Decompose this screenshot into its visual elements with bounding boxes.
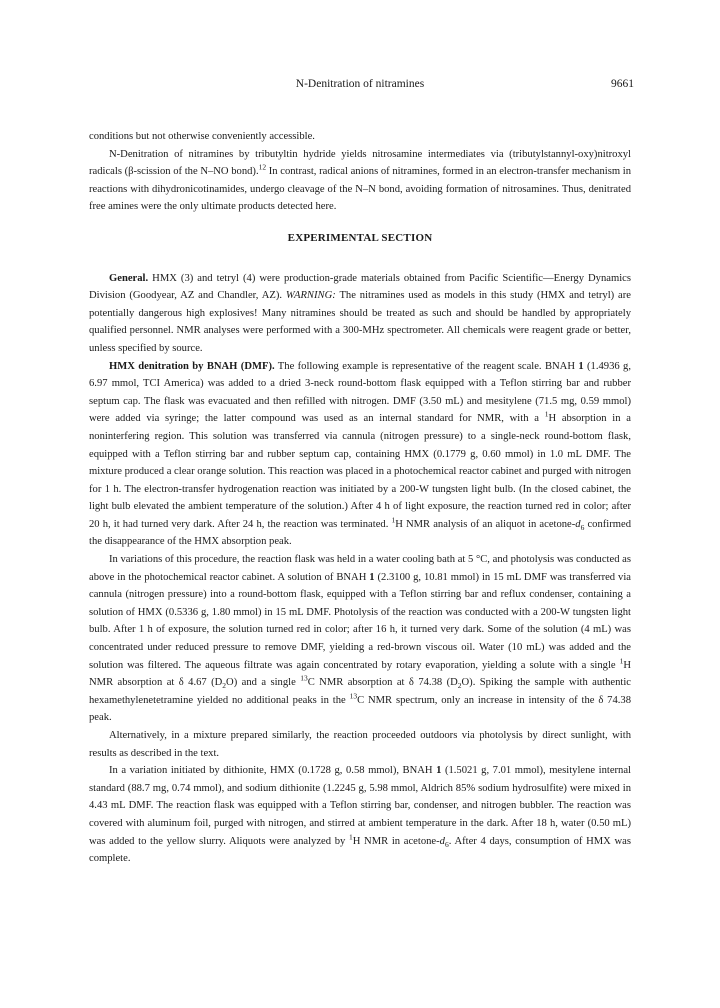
paragraph-dithionite: In a variation initiated by dithionite, HMX (0.1728 g, 0.58 mmol), BNAH 1 (1.5021 g, 7.01 mmol), mesitylene internal standard (88.7 mg, 0.74 mmol), and sodium dithionite (1.2245 g, 5.98 mmol, Aldrich 85% sodium hydrosulfite) were mixed in 4.43 mL DMF. The reaction flask was equipped with a Teflon stirring bar, condenser, and nitrogen bubbler. The reaction was covered with aluminum foil, purged with nitrogen, and stirred at ambient temperature in the dark. After 18 h, water (0.50 mL) was added to the yellow slurry. Aliquots were analyzed by $^1$H NMR in acetone-$d_6$. After 4 days, consumption of HMX was complete. — [89, 765, 631, 865]
warning-label: WARNING: — [285, 290, 336, 302]
running-title: N-Denitration of nitramines — [295, 78, 425, 90]
run-in-heading-general: General. — [109, 272, 149, 284]
compound-number: 1 — [369, 571, 375, 583]
paragraph-mechanism: N-Denitration of nitramines by tributyltin hydride yields nitrosamine intermediates via (tributylstannyl-oxy)nitroxyl radicals (β-scission of the N–NO bond).$^{12}$ In contrast, radical anions of nitramines, formed in an electron-transfer mechanism in reactions with dihydronicotinamides, undergo cleavage of the N–N bond, avoiding formation of nitrosamines. Thus, denitrated free amines were the only ultimate products detected here. — [89, 148, 631, 213]
compound-number: 1 — [436, 765, 442, 777]
section-heading: EXPERIMENTAL SECTION — [287, 231, 433, 244]
paragraph-hmx-denitration: HMX denitration by BNAH (DMF). The following example is representative of the reagent scale. BNAH 1 (1.4936 g, 6.97 mmol, TCI America) was added to a dried 3-neck round-bottom flask equipped with a Teflon stirring bar and rubber septum cap. The flask was evacuated and then refilled with nitrogen. DMF (3.50 mL) and mesitylene (71.5 mg, 0.59 mmol) were added via syringe; the latter compound was used as an internal standard for NMR, with a $^1$H absorption in a noninterfering region. This solution was transferred via cannula (nitrogen pressure) to a single-neck round-bottom flask, equipped with a Teflon stirring bar and rubber septum cap, containing HMX (0.1779 g, 0.60 mmol) in 1.0 mL DMF. The mixture produced a clear orange solution. This reaction was placed in a photochemical reactor cabinet and purged with nitrogen for 1 h. The electron-transfer hydrogenation reaction was initiated by a 200-W tungsten light bulb. (In the closed cabinet, the light bulb elevated the ambient temperature of the solution.) After 4 h of light exposure, the reaction turned red in color; after 20 h, it had turned very dark. After 24 h, the reaction was terminated. $^1$H NMR analysis of an aliquot in acetone-$d_6$ confirmed the disappearance of the HMX absorption peak. — [89, 360, 631, 548]
run-in-heading-hmx: HMX denitration by BNAH (DMF). — [109, 360, 275, 372]
reference-citation: 12 — [258, 162, 267, 172]
body-text — [89, 128, 631, 868]
paragraph-continuation: conditions but not otherwise conveniently accessible. — [89, 131, 315, 142]
paragraph-general: General. HMX (3) and tetryl (4) were production-grade materials obtained from Pacific Scientific—Energy Dynamics Division (Goodyear, AZ and Chandler, AZ). WARNING: The nitramines used as models in this study (HMX and tetryl) are potentially dangerous high explosives! Many nitramines should be treated as such and should be handled by appropriately qualified personnel. NMR analyses were performed with a 300-MHz spectrometer. All chemicals were reagent grade or better, unless specified by source. — [89, 272, 631, 354]
paragraph-variations: In variations of this procedure, the reaction flask was held in a water cooling bath at 5 °C, and photolysis was conducted as above in the photochemical reactor cabinet. A solution of BNAH 1 (2.3100 g, 10.81 mmol) in 15 mL DMF was transferred via cannula (nitrogen pressure) into a round-bottom flask, equipped with a Teflon stirring bar and reflux condenser, containing a solution of HMX (0.5336 g, 1.80 mmol) in 15 mL DMF. Photolysis of the reaction was conducted with a 200-W tungsten light bulb. After 1 h of exposure, the solution turned red in color; after 16 h, it turned very dark. Some of the solution (4 mL) was concentrated under reduced pressure to remove DMF, yielding a red-brown viscous oil. Water (10 mL) was added and the solution was filtered. The aqueous filtrate was again concentrated by rotary evaporation, yielding a solute with a single $^1$H NMR absorption at δ 4.67 $(D_2O)$ and a single $^{13}$C NMR absorption at δ 74.38 $(D_2O)$. Spiking the sample with authentic hexamethylenetetramine yielded no additional peaks in the $^{13}$C NMR spectrum, only an increase in intensity of the δ 74.38 peak. — [89, 554, 632, 724]
page-number: 9661 — [611, 78, 634, 90]
running-head — [0, 76, 720, 94]
paragraph-sunlight: Alternatively, in a mixture prepared similarly, the reaction proceeded outdoors via photolysis by direct sunlight, with results as described in the text. — [89, 730, 631, 759]
compound-number: 1 — [578, 360, 584, 372]
